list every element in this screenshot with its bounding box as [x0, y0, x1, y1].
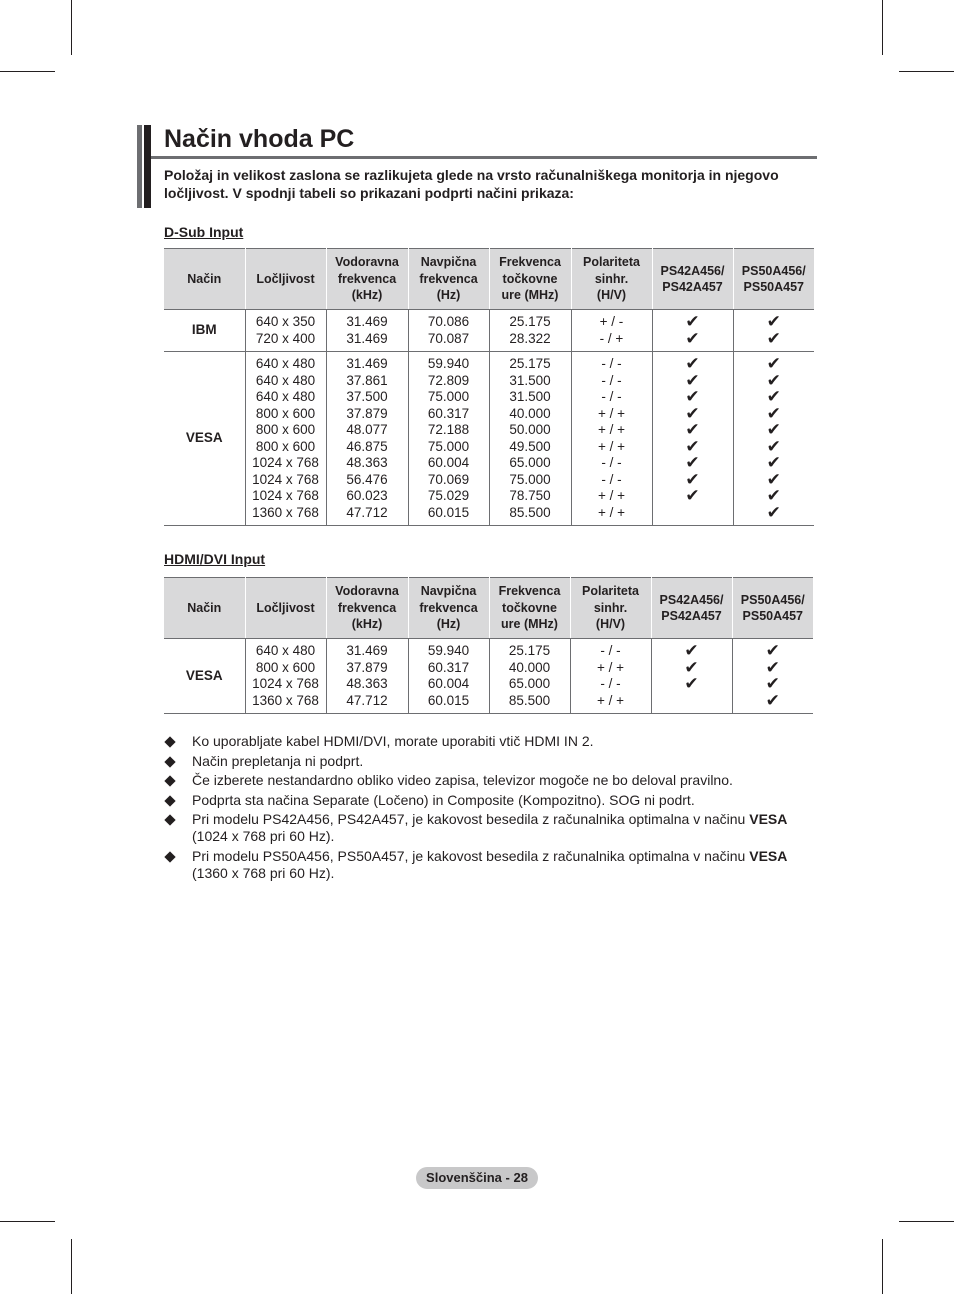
- header-text: frekvenca: [337, 271, 397, 286]
- checkmark-icon: ✔: [766, 469, 781, 489]
- checkmark-icon: ✔: [685, 354, 700, 373]
- cell-value: 31.469: [346, 314, 388, 329]
- cell-value: 800 x 600: [255, 659, 316, 675]
- diamond-bullet-icon: [164, 815, 175, 826]
- header-text: (H/V): [595, 617, 626, 632]
- header-text: Navpična: [420, 584, 477, 599]
- note-item: [164, 733, 804, 750]
- cell-value: 75.000: [427, 438, 470, 454]
- header-vfreq: [408, 249, 489, 310]
- cell-value: 800 x 600: [255, 422, 316, 437]
- checkmark-icon: ✔: [766, 420, 781, 439]
- checkmark-icon: ✔: [766, 453, 781, 472]
- hfreq-cell: [326, 310, 408, 352]
- title-accent-bar: [137, 125, 142, 208]
- checkmark-icon: ✔: [766, 312, 781, 331]
- note-item: [164, 811, 804, 845]
- header-text: (H/V): [596, 288, 627, 303]
- cell-value: 46.875: [346, 438, 388, 454]
- header-polarity: [571, 249, 652, 310]
- cell-value: 75.029: [427, 488, 470, 503]
- polarity-cell: [571, 352, 652, 526]
- pixclock-cell: [489, 310, 571, 352]
- cell-value: 65.000: [509, 455, 551, 470]
- note-item: [164, 772, 804, 789]
- cell-value: 40.000: [509, 405, 551, 421]
- checkmark-icon: ✔: [684, 674, 699, 693]
- note-item: [164, 792, 804, 809]
- cell-value: 60.023: [346, 488, 388, 503]
- cell-value: 37.861: [346, 372, 388, 388]
- cell-value: - / -: [601, 455, 622, 470]
- crop-mark: [0, 1221, 55, 1222]
- checkmark-icon: ✔: [684, 641, 699, 660]
- header-text: Ločljivost: [256, 271, 315, 286]
- cell-value: 640 x 350: [255, 314, 316, 329]
- header-text: PS42A457: [661, 609, 722, 623]
- note-item: [164, 753, 804, 770]
- cell-value: 37.500: [346, 389, 388, 404]
- note-item: [164, 848, 804, 882]
- checkmark-icon: ✔: [685, 387, 700, 406]
- cell-value: 640 x 480: [255, 643, 316, 658]
- note-text: Pri modelu PS50A456, PS50A457, je kakovost besedila z računalnika optimalna v načinu: [192, 847, 750, 864]
- cell-value: 50.000: [509, 422, 551, 437]
- cell-value: 48.077: [346, 422, 388, 437]
- checkmark-icon: ✔: [766, 436, 781, 456]
- crop-mark: [71, 0, 72, 55]
- note-bold-text: VESA: [749, 847, 788, 864]
- checkmark-icon: ✔: [685, 469, 700, 489]
- pixclock-cell: [489, 352, 571, 526]
- resolution-cell: [245, 639, 326, 714]
- cell-value: 1024 x 768: [252, 455, 319, 470]
- dsub-section-label: D-Sub Input: [164, 224, 244, 240]
- cell-value: 25.175: [509, 314, 551, 329]
- diamond-bullet-icon: [164, 736, 175, 747]
- header-polarity: [570, 578, 651, 639]
- note-text: Pri modelu PS42A456, PS42A457, je kakovost besedila z računalnika optimalna v načinu: [192, 811, 750, 828]
- cell-value: 800 x 600: [255, 438, 316, 454]
- header-text: točkovne: [502, 271, 558, 286]
- cell-value: 48.363: [346, 455, 388, 470]
- header-text: sinhr.: [593, 600, 628, 615]
- checkmark-icon: ✔: [766, 403, 781, 423]
- cell-value: 28.322: [509, 330, 551, 346]
- checkmark-icon: ✔: [766, 387, 781, 406]
- cell-value: 56.476: [346, 471, 388, 487]
- diamond-bullet-icon: [164, 851, 175, 862]
- title-underline: [151, 156, 817, 159]
- table-row: [164, 639, 813, 714]
- cell-value: 60.015: [427, 692, 470, 708]
- header-text: Vodoravna: [335, 584, 399, 599]
- mode-name-cell: IBM: [164, 310, 245, 352]
- note-text-continued: (1360 x 768 pri 60 Hz).: [192, 864, 335, 881]
- cell-value: 640 x 480: [255, 372, 316, 388]
- checkmark-icon: ✔: [765, 674, 780, 693]
- cell-value: + / +: [597, 422, 626, 437]
- cell-value: 59.940: [427, 356, 470, 371]
- cell-value: 85.500: [508, 692, 551, 708]
- cell-value: 37.879: [346, 659, 388, 675]
- header-text: Vodoravna: [335, 255, 399, 270]
- header-text: frekvenca: [419, 600, 478, 615]
- cell-value: - / -: [600, 676, 621, 691]
- note-bold-text: VESA: [749, 811, 788, 828]
- cell-value: 1024 x 768: [252, 488, 319, 503]
- vfreq-cell: [408, 639, 489, 714]
- cell-value: 60.004: [427, 676, 470, 691]
- checkmark-icon: ✔: [685, 436, 700, 456]
- header-mode: [164, 249, 245, 310]
- cell-value: 70.069: [427, 471, 470, 487]
- cell-value: 47.712: [346, 504, 388, 520]
- cell-value: 78.750: [509, 488, 551, 503]
- cell-value: - / -: [601, 471, 622, 487]
- polarity-cell: [571, 310, 652, 352]
- crop-mark: [882, 0, 883, 55]
- cell-value: + / +: [597, 438, 626, 454]
- header-text: ure (MHz): [501, 617, 558, 632]
- cell-value: 48.363: [346, 676, 388, 691]
- header-resolution: [245, 249, 326, 310]
- intro-paragraph: Položaj in velikost zaslona se razlikujeta glede na vrsto računalniškega monitorja in njegovo ločljivost. V spodnji tabeli so prikazani podprti načini prikaza:: [164, 167, 779, 201]
- hdmi-section-label: HDMI/DVI Input: [164, 551, 266, 567]
- cell-value: + / +: [596, 659, 625, 675]
- checkmark-icon: ✔: [685, 420, 700, 439]
- header-text: točkovne: [502, 600, 557, 615]
- pixclock-cell: [489, 639, 570, 714]
- cell-value: 800 x 600: [255, 405, 316, 421]
- header-text: Način: [187, 600, 222, 615]
- cell-value: 720 x 400: [255, 330, 316, 346]
- ps50-support-cell: [733, 310, 814, 352]
- header-hfreq: [326, 249, 408, 310]
- cell-value: 47.712: [346, 692, 388, 708]
- note-text: Način prepletanja ni podprt.: [192, 752, 364, 769]
- hfreq-cell: [326, 639, 408, 714]
- header-text: PS50A456/: [740, 592, 805, 607]
- note-text-continued: (1024 x 768 pri 60 Hz).: [192, 828, 335, 845]
- header-text: sinhr.: [594, 271, 629, 286]
- checkmark-icon: ✔: [766, 328, 781, 348]
- cell-value: 40.000: [508, 659, 551, 675]
- checkmark-icon: ✔: [685, 370, 700, 390]
- cell-value: - / -: [601, 389, 622, 404]
- header-text: Navpična: [420, 255, 477, 270]
- hfreq-cell: [326, 352, 408, 526]
- diamond-bullet-icon: [164, 795, 175, 806]
- cell-value: - / -: [600, 643, 621, 658]
- cell-value: 31.469: [346, 643, 388, 658]
- page-title: Način vhoda PC: [164, 125, 355, 153]
- cell-value: 640 x 480: [255, 356, 316, 371]
- header-text: PS42A456/: [659, 592, 724, 607]
- header-ps42: [651, 578, 732, 639]
- crop-mark: [71, 1239, 72, 1294]
- header-text: PS42A456/: [660, 263, 725, 278]
- crop-mark: [899, 71, 954, 72]
- cell-value: 640 x 480: [255, 389, 316, 404]
- cell-value: 31.500: [509, 372, 551, 388]
- note-text: Ko uporabljate kabel HDMI/DVI, morate uporabiti vtič HDMI IN 2.: [192, 733, 594, 749]
- cell-value: + / +: [596, 692, 625, 708]
- vfreq-cell: [408, 310, 489, 352]
- diamond-bullet-icon: [164, 756, 175, 767]
- dsub-modes-table: [164, 248, 814, 526]
- header-vfreq: [408, 578, 489, 639]
- cell-value: 60.317: [427, 659, 470, 675]
- checkmark-icon: ✔: [685, 403, 700, 423]
- header-ps50: [733, 249, 814, 310]
- ps42-support-cell: [652, 310, 733, 352]
- cell-value: - / -: [601, 356, 622, 371]
- hdmi-modes-table: [164, 577, 813, 714]
- header-text: Ločljivost: [256, 600, 315, 615]
- header-text: (kHz): [351, 617, 383, 632]
- header-text: Polariteta: [583, 255, 640, 270]
- page-footer: Slovenščina - 28: [416, 1167, 538, 1189]
- cell-value: 31.469: [346, 356, 388, 371]
- cell-value: 60.015: [427, 504, 470, 520]
- header-pixclock: [489, 578, 570, 639]
- cell-value: 70.087: [427, 330, 470, 346]
- header-text: Polariteta: [582, 584, 639, 599]
- checkmark-icon: ✔: [766, 502, 781, 522]
- cell-value: 75.000: [509, 471, 551, 487]
- cell-value: 60.317: [427, 405, 470, 421]
- notes-list: [164, 733, 804, 885]
- cell-value: + / +: [597, 488, 626, 503]
- cell-value: 85.500: [509, 504, 551, 520]
- resolution-cell: [245, 310, 326, 352]
- vfreq-cell: [408, 352, 489, 526]
- cell-value: 1360 x 768: [252, 504, 319, 520]
- header-text: Frekvenca: [499, 255, 561, 270]
- checkmark-icon: ✔: [685, 312, 700, 331]
- cell-value: 72.188: [427, 422, 470, 437]
- header-hfreq: [326, 578, 408, 639]
- empty-check-slot: [653, 505, 733, 522]
- cell-value: 1024 x 768: [252, 471, 319, 487]
- note-text: Podprta sta načina Separate (Ločeno) in Composite (Kompozitno). SOG ni podrt.: [192, 791, 695, 808]
- crop-mark: [882, 1239, 883, 1294]
- header-ps42: [652, 249, 733, 310]
- header-text: Način: [187, 271, 222, 286]
- cell-value: 31.469: [346, 330, 388, 346]
- header-text: Frekvenca: [498, 584, 561, 599]
- header-text: frekvenca: [419, 271, 478, 286]
- mode-name-cell: VESA: [164, 352, 245, 526]
- checkmark-icon: ✔: [765, 690, 780, 710]
- header-resolution: [245, 578, 326, 639]
- cell-value: - / +: [599, 330, 624, 346]
- header-pixclock: [489, 249, 571, 310]
- crop-mark: [0, 71, 55, 72]
- cell-value: 75.000: [427, 389, 470, 404]
- checkmark-icon: ✔: [765, 641, 780, 660]
- cell-value: 72.809: [427, 372, 470, 388]
- checkmark-icon: ✔: [765, 657, 780, 677]
- header-ps50: [732, 578, 813, 639]
- crop-mark: [899, 1221, 954, 1222]
- table-row: [164, 352, 814, 526]
- checkmark-icon: ✔: [685, 453, 700, 472]
- checkmark-icon: ✔: [766, 370, 781, 390]
- table-row: [164, 310, 814, 352]
- cell-value: 25.175: [509, 356, 551, 371]
- header-text: ure (MHz): [501, 288, 559, 303]
- ps42-support-cell: [651, 639, 732, 714]
- cell-value: + / +: [597, 504, 626, 520]
- ps50-support-cell: [732, 639, 813, 714]
- ps42-support-cell: [652, 352, 733, 526]
- checkmark-icon: ✔: [766, 354, 781, 373]
- note-text: Če izberete nestandardno obliko video zapisa, televizor mogoče ne bo deloval pravilno.: [192, 772, 733, 789]
- cell-value: 31.500: [509, 389, 551, 404]
- ps50-support-cell: [733, 352, 814, 526]
- polarity-cell: [570, 639, 651, 714]
- cell-value: 65.000: [508, 676, 551, 691]
- checkmark-icon: ✔: [685, 328, 700, 348]
- cell-value: 37.879: [346, 405, 388, 421]
- cell-value: 59.940: [427, 643, 470, 658]
- header-text: PS50A457: [743, 280, 804, 294]
- empty-check-slot: [652, 693, 732, 710]
- cell-value: 60.004: [427, 455, 470, 470]
- mode-name-cell: VESA: [164, 639, 245, 714]
- cell-value: 1360 x 768: [252, 692, 319, 708]
- header-text: PS50A457: [742, 609, 803, 623]
- header-text: (kHz): [351, 288, 383, 303]
- checkmark-icon: ✔: [766, 486, 781, 505]
- header-text: PS50A456/: [741, 263, 806, 278]
- checkmark-icon: ✔: [685, 486, 700, 505]
- checkmark-icon: ✔: [684, 657, 699, 677]
- cell-value: 49.500: [509, 438, 551, 454]
- cell-value: 1024 x 768: [252, 676, 319, 691]
- cell-value: + / +: [597, 405, 626, 421]
- header-mode: [164, 578, 245, 639]
- cell-value: + / -: [599, 314, 624, 329]
- cell-value: - / -: [601, 372, 622, 388]
- cell-value: 70.086: [427, 314, 470, 329]
- header-text: (Hz): [436, 617, 461, 632]
- cell-value: 25.175: [508, 643, 551, 658]
- header-text: frekvenca: [337, 600, 397, 615]
- diamond-bullet-icon: [164, 776, 175, 787]
- resolution-cell: [245, 352, 326, 526]
- title-accent-bar: [144, 125, 151, 208]
- header-text: (Hz): [436, 288, 461, 303]
- header-text: PS42A457: [662, 280, 723, 294]
